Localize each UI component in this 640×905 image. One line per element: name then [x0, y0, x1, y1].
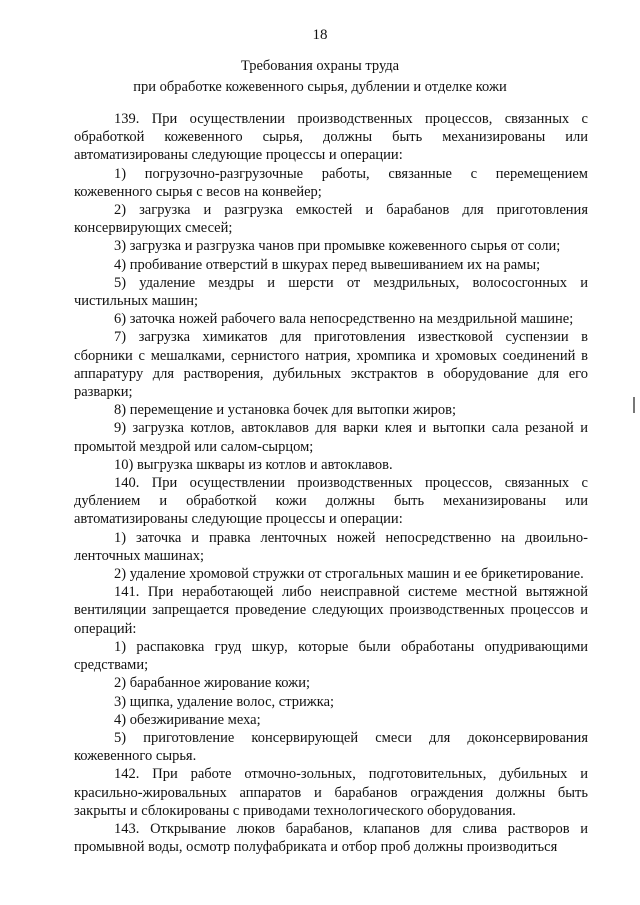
page-number: 18 — [312, 27, 328, 43]
heading-line-2: при обработке кожевенного сырья, дублении и отделке кожи — [133, 79, 507, 95]
scan-edge-mark — [633, 397, 635, 413]
paragraph-143: 143. Открывание люков барабанов, клапанов для слива растворов и промывной воды, осмотр полуфабриката и отбор проб должны производиться — [74, 820, 588, 856]
document-body — [74, 110, 588, 856]
paragraph-140: 140. При осуществлении производственных процессов, связанных с дублением и обработкой кожи должны быть механизированы или автоматизированы следующие процессы и операции: — [74, 475, 588, 528]
paragraph-141: 141. При неработающей либо неисправной системе местной вытяжной вентиляции запрещается проведение следующих производственных процессов и операций: — [74, 584, 588, 637]
list-item: 5) приготовление консервирующей смеси для доконсервирования кожевенного сырья. — [74, 729, 588, 765]
list-item: 7) загрузка химикатов для приготовления известковой суспензии в сборники с мешалками, сернистого натрия, хромпика и хромовых соединений в аппаратуру для растворения, дубильных экстрактов в оборудование для его разварки; — [74, 329, 588, 401]
list-item: 2) барабанное жирование кожи; — [114, 675, 310, 692]
list-item: 2) загрузка и разгрузка емкостей и барабанов для приготовления консервирующих смесей; — [74, 202, 588, 237]
list-item: 9) загрузка котлов, автоклавов для варки клея и вытопки сала резаной и промытой мездрой или салом-сырцом; — [74, 420, 588, 455]
paragraph-139: 139. При осуществлении производственных процессов, связанных с обработкой кожевенного сырья, должны быть механизированы или автоматизированы следующие процессы и операции: — [74, 111, 588, 164]
paragraph-142: 142. При работе отмочно-зольных, подготовительных, дубильных и красильно-жировальных аппаратов и барабанов ограждения должны быть закрыты и сблокированы с приводами технологического оборудования. — [74, 766, 588, 819]
list-item: 3) щипка, удаление волос, стрижка; — [114, 693, 335, 710]
list-item: 6) заточка ножей рабочего вала непосредственно на мездрильной машине; — [114, 311, 574, 328]
list-item: 2) удаление хромовой стружки от строгальных машин и ее брикетирование. — [114, 566, 584, 583]
section-heading — [40, 56, 600, 98]
list-item: 1) распаковка груд шкур, которые были обработаны опудривающими средствами; — [74, 638, 588, 674]
heading-line-1: Требования охраны труда — [240, 58, 400, 74]
list-item: 1) заточка и правка ленточных ножей непосредственно на двоильно-ленточных машинах; — [74, 529, 588, 564]
list-item: 3) загрузка и разгрузка чанов при промывке кожевенного сырья от соли; — [114, 238, 561, 255]
list-item: 8) перемещение и установка бочек для вытопки жиров; — [114, 402, 457, 419]
list-item: 4) обезжиривание меха; — [114, 711, 261, 728]
list-item: 10) выгрузка шквары из котлов и автоклавов. — [114, 456, 393, 473]
list-item: 5) удаление мездры и шерсти от мездрильных, волососгонных и чистильных машин; — [74, 274, 588, 310]
list-item: 1) погрузочно-разгрузочные работы, связанные с перемещением кожевенного сырья с весов на конвейер; — [74, 165, 588, 200]
list-item: 4) пробивание отверстий в шкурах перед вывешиванием их на рамы; — [114, 256, 541, 273]
